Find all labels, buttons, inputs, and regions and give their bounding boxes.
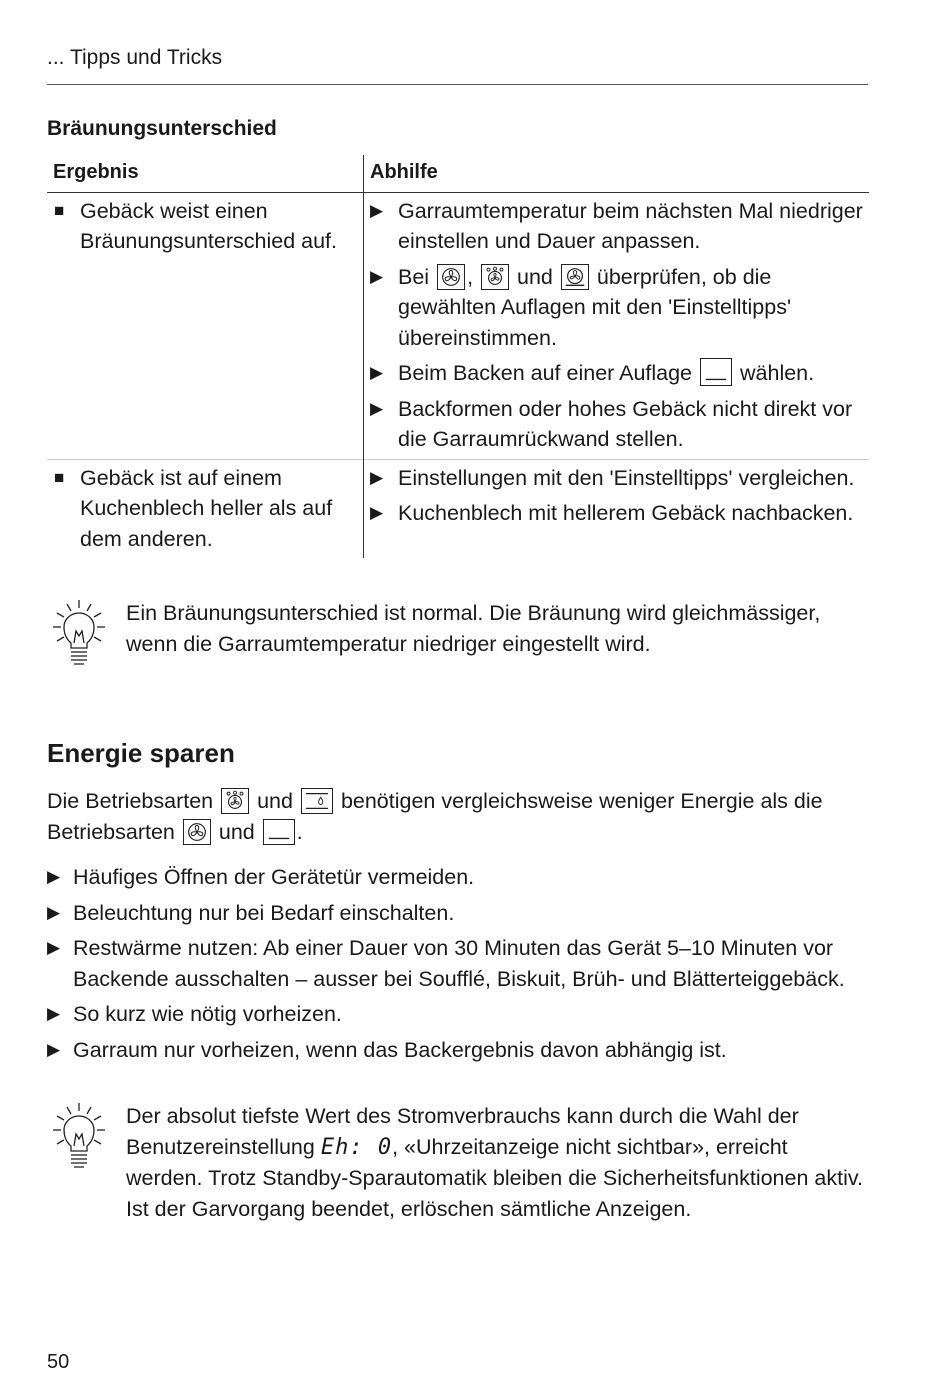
remedy-item: ▶ Garraumtemperatur beim nächsten Mal niedriger einstellen und Dauer anpassen. (370, 196, 863, 257)
display-code: Eh: 0 (320, 1134, 393, 1160)
remedy-item: ▶ Beim Backen auf einer Auflage wählen. (370, 358, 863, 389)
list-item: ▶ Garraum nur vorheizen, wenn das Backergebnis davon abhängig ist. (47, 1035, 869, 1066)
troubleshooting-table (47, 155, 869, 558)
column-header-remedy: Abhilfe (364, 155, 870, 192)
lightbulb-icon (47, 598, 126, 679)
hint-braeunung (47, 598, 869, 679)
result-item: ■ Gebäck ist auf einem Kuchenblech heller als auf dem anderen. (53, 463, 357, 555)
energy-tips-list (47, 862, 869, 1065)
arrow-bullet-icon: ▶ (370, 398, 384, 418)
remedy-item: ▶ Einstellungen mit den 'Einstelltipps' vergleichen. (370, 463, 863, 494)
arrow-bullet-icon: ▶ (47, 1039, 61, 1059)
lightbulb-icon (47, 1101, 126, 1224)
hint-text: Der absolut tiefste Wert des Stromverbrauchs kann durch die Wahl der Benutzereinstellung Eh: 0, «Uhrzeitanzeige nicht sichtbar», erreicht werden. Trotz Standby-Sparautomatik bleiben die Sicherheitsfunktionen aktiv. Ist der Garvorgang beendet, erlöschen sämtliche Anzeigen. (126, 1104, 863, 1221)
hot-air-fan-icon (183, 819, 211, 845)
table-row (47, 459, 869, 558)
top-bottom-heat-icon (700, 358, 732, 386)
section-title-energie: Energie sparen (47, 738, 235, 768)
column-header-result: Ergebnis (47, 155, 364, 192)
arrow-bullet-icon: ▶ (47, 867, 61, 886)
running-header: ... Tipps und Tricks (47, 46, 223, 69)
list-item: ▶ Beleuchtung nur bei Bedarf einschalten. (47, 898, 869, 929)
page-number: 50 (47, 1351, 70, 1373)
remedy-item: ▶ Bei , und überprüfen, ob die gewählten Auflagen mit den 'Einstelltipps' übereinstimmen. (370, 262, 863, 354)
remedy-item: ▶ Backformen oder hohes Gebäck nicht direkt vor die Garraumrückwand stellen. (370, 394, 863, 455)
remedy-item: ▶ Kuchenblech mit hellerem Gebäck nachbacken. (370, 498, 863, 529)
moisture-hot-air-icon (221, 788, 249, 814)
list-item: ▶ So kurz wie nötig vorheizen. (47, 999, 869, 1030)
arrow-bullet-icon: ▶ (370, 200, 384, 220)
hint-energie (47, 1101, 869, 1224)
eco-heat-icon (301, 788, 333, 814)
arrow-bullet-icon: ▶ (47, 938, 61, 957)
moisture-hot-air-icon (481, 264, 509, 290)
hot-air-fan-icon (437, 264, 465, 290)
arrow-bullet-icon: ▶ (370, 266, 384, 286)
top-bottom-heat-icon (263, 819, 295, 845)
list-item: ▶ Häufiges Öffnen der Gerätetür vermeiden. (47, 862, 869, 893)
arrow-bullet-icon: ▶ (47, 902, 61, 922)
result-item: ■ Gebäck weist einen Bräunungsunterschied auf. (53, 196, 357, 257)
arrow-bullet-icon: ▶ (370, 503, 384, 522)
header-divider (47, 84, 868, 85)
table-row (47, 192, 869, 459)
arrow-bullet-icon: ▶ (47, 1004, 61, 1023)
intro-paragraph: Die Betriebsarten und benötigen vergleichsweise weniger Energie als die Betriebsarten und . (47, 789, 823, 844)
hint-text: Ein Bräunungsunterschied ist normal. Die Bräunung wird gleichmässiger, wenn die Garraumtemperatur niedriger eingestellt wird. (126, 601, 821, 656)
section-title-braeunung: Bräunungsunterschied (47, 117, 277, 140)
arrow-bullet-icon: ▶ (370, 467, 384, 487)
list-item: ▶ Restwärme nutzen: Ab einer Dauer von 30 Minuten das Gerät 5–10 Minuten vor Backende ausschalten – ausser bei Soufflé, Biskuit, Brüh- und Blätterteiggebäck. (47, 933, 869, 994)
intensive-bake-icon (561, 264, 589, 290)
square-bullet-icon: ■ (54, 200, 65, 220)
arrow-bullet-icon: ▶ (370, 363, 384, 382)
square-bullet-icon: ■ (54, 467, 65, 487)
